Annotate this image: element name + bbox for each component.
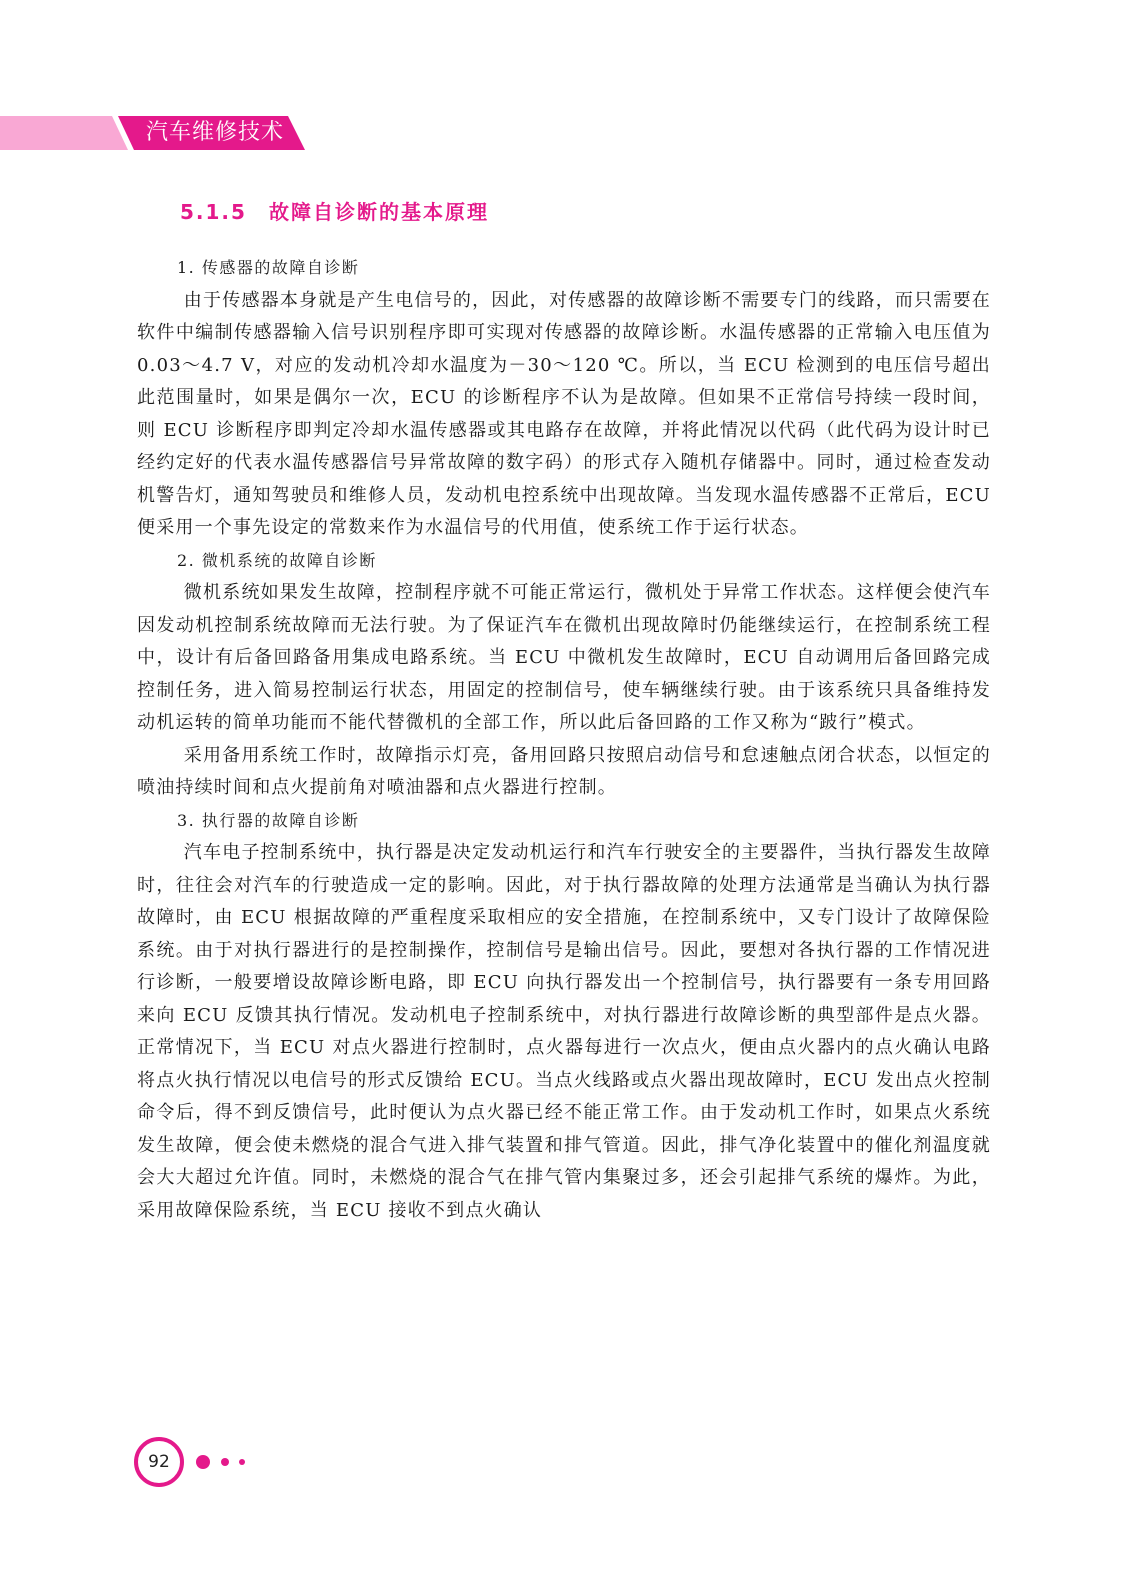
section-title: 故障自诊断的基本原理 [268, 200, 489, 224]
paragraph-microcomputer: 微机系统如果发生故障，控制程序就不可能正常运行，微机处于异常工作状态。这样便会使汽车因发动机控制系统故障而无法行驶。为了保证汽车在微机出现故障时仍能继续运行，在控制系统工程中，设计有后备回路备用集成电路系统。当 ECU 中微机发生故障时，ECU 自动调用后备回路完成控制任务，进入简易控制运行状态，用固定的控制信号，使车辆继续行驶。由于该系统只具备维持发动机运转的简单功能而不能代替微机的全部工作，所以此后备回路的工作又称为“跛行”模式。 [137, 582, 991, 733]
page-dots-decoration [195, 1452, 251, 1476]
section-heading [180, 196, 489, 225]
subheading-actuator: 3. 执行器的故障自诊断 [177, 810, 360, 830]
subheading-microcomputer: 2. 微机系统的故障自诊断 [177, 550, 377, 570]
page-number: 92 [134, 1437, 184, 1487]
section-number: 5.1.5 [180, 200, 247, 224]
paragraph-sensor: 由于传感器本身就是产生电信号的，因此，对传感器的故障诊断不需要专门的线路，而只需要在软件中编制传感器输入信号识别程序即可实现对传感器的故障诊断。水温传感器的正常输入电压值为 0.03～4.7 V，对应的发动机冷却水温度为－30～120 ℃。所以，当 ECU 检测到的电压信号超出此范围量时，如果是偶尔一次，ECU 的诊断程序不认为是故障。但如果不正常信号持续一段时间，则 ECU 诊断程序即判定冷却水温传感器或其电路存在故障，并将此情况以代码（此代码为设计时已经约定好的代表水温传感器信号异常故障的数字码）的形式存入随机存储器中。同时，通过检查发动机警告灯，通知驾驶员和维修人员，发动机电控系统中出现故障。当发现水温传感器不正常后，ECU 便采用一个事先设定的常数来作为水温信号的代用值，使系统工作于运行状态。 [137, 289, 991, 538]
subheading-sensor: 1. 传感器的故障自诊断 [177, 258, 360, 277]
body-text [137, 252, 991, 1227]
paragraph-actuator: 汽车电子控制系统中，执行器是决定发动机运行和汽车行驶安全的主要器件，当执行器发生故障时，往往会对汽车的行驶造成一定的影响。因此，对于执行器故障的处理方法通常是当确认为执行器故障时，由 ECU 根据故障的严重程度采取相应的安全措施，在控制系统中，又专门设计了故障保险系统。由于对执行器进行的是控制操作，控制信号是输出信号。因此，要想对各执行器的工作情况进行诊断，一般要增设故障诊断电路，即 ECU 向执行器发出一个控制信号，执行器要有一条专用回路来向 ECU 反馈其执行情况。发动机电子控制系统中，对执行器进行故障诊断的典型部件是点火器。正常情况下，当 ECU 对点火器进行控制时，点火器每进行一次点火，便由点火器内的点火确认电路将点火执行情况以电信号的形式反馈给 ECU。当点火线路或点火器出现故障时，ECU 发出点火控制命令后，得不到反馈信号，此时便认为点火器已经不能正常工作。由于发动机工作时，如果点火系统发生故障，便会使未燃烧的混合气进入排气装置和排气管道。因此，排气净化装置中的催化剂温度就会大大超过允许值。同时，未燃烧的混合气在排气管内集聚过多，还会引起排气系统的爆炸。为此，采用故障保险系统，当 ECU 接收不到点火确认 [137, 842, 992, 1221]
paragraph-backup-system: 采用备用系统工作时，故障指示灯亮，备用回路只按照启动信号和怠速触点闭合状态，以恒定的喷油持续时间和点火提前角对喷油器和点火器进行控制。 [137, 744, 991, 798]
book-title: 汽车维修技术 [146, 120, 285, 145]
